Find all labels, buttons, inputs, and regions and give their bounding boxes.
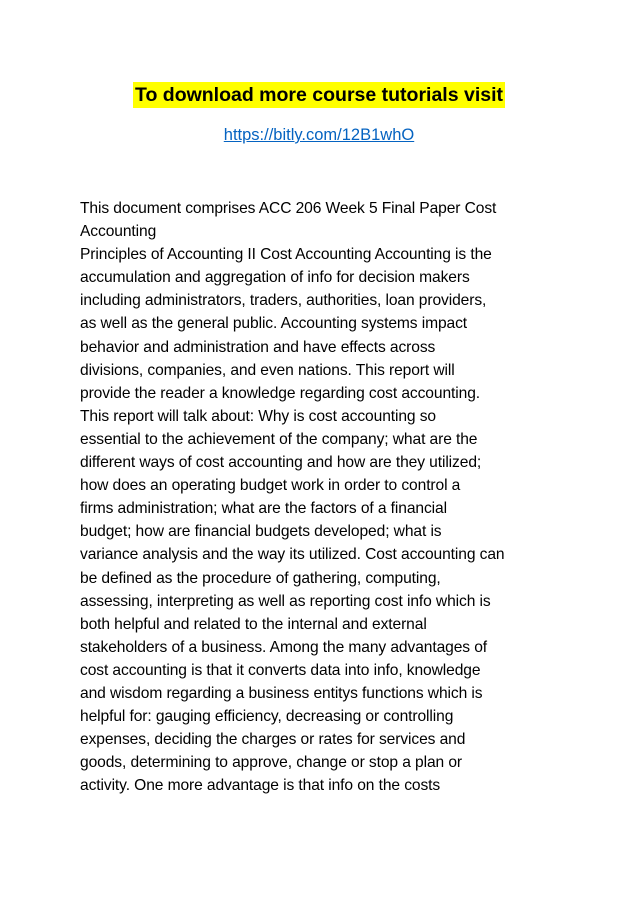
body-line: cost accounting is that it converts data into info, knowledge — [80, 661, 481, 679]
body-line: behavior and administration and have effects across — [80, 338, 436, 356]
body-line: Principles of Accounting II Cost Accounting Accounting is the — [80, 246, 492, 264]
body-line: firms administration; what are the factors of a financial — [80, 500, 447, 518]
body-line: both helpful and related to the internal and external — [80, 615, 427, 633]
body-line: be defined as the procedure of gathering, computing, — [80, 569, 441, 587]
header-title-container — [0, 82, 638, 108]
body-line: assessing, interpreting as well as reporting cost info which is — [80, 592, 491, 610]
body-line: provide the reader a knowledge regarding cost accounting. — [80, 384, 480, 402]
body-line: variance analysis and the way its utilized. Cost accounting can — [80, 546, 505, 564]
body-line: expenses, deciding the charges or rates for services and — [80, 731, 466, 749]
body-paragraph — [80, 197, 570, 797]
body-line: This document comprises ACC 206 Week 5 Final Paper Cost — [80, 200, 497, 217]
body-line: Accounting — [80, 223, 157, 241]
tutorial-link[interactable]: https://bitly.com/12B1whO — [223, 126, 415, 144]
body-line: including administrators, traders, authorities, loan providers, — [80, 292, 487, 310]
body-line: as well as the general public. Accounting systems impact — [80, 315, 468, 333]
body-line: and wisdom regarding a business entitys functions which is — [80, 684, 483, 702]
body-line: activity. One more advantage is that info on the costs — [80, 777, 441, 795]
body-line: accumulation and aggregation of info for decision makers — [80, 269, 470, 287]
body-line: different ways of cost accounting and how are they utilized; — [80, 454, 482, 472]
body-line: budget; how are financial budgets developed; what is — [80, 523, 442, 541]
body-line: stakeholders of a business. Among the many advantages of — [80, 638, 488, 656]
body-line: essential to the achievement of the company; what are the — [80, 430, 478, 448]
body-line: how does an operating budget work in order to control a — [80, 477, 461, 495]
header-link-container — [0, 124, 638, 146]
body-line: goods, determining to approve, change or stop a plan or — [80, 754, 462, 772]
body-line: This report will talk about: Why is cost accounting so — [80, 407, 437, 425]
body-line: helpful for: gauging efficiency, decreasing or controlling — [80, 708, 454, 726]
body-line: divisions, companies, and even nations. This report will — [80, 361, 455, 379]
header-title: To download more course tutorials visit — [134, 84, 504, 106]
